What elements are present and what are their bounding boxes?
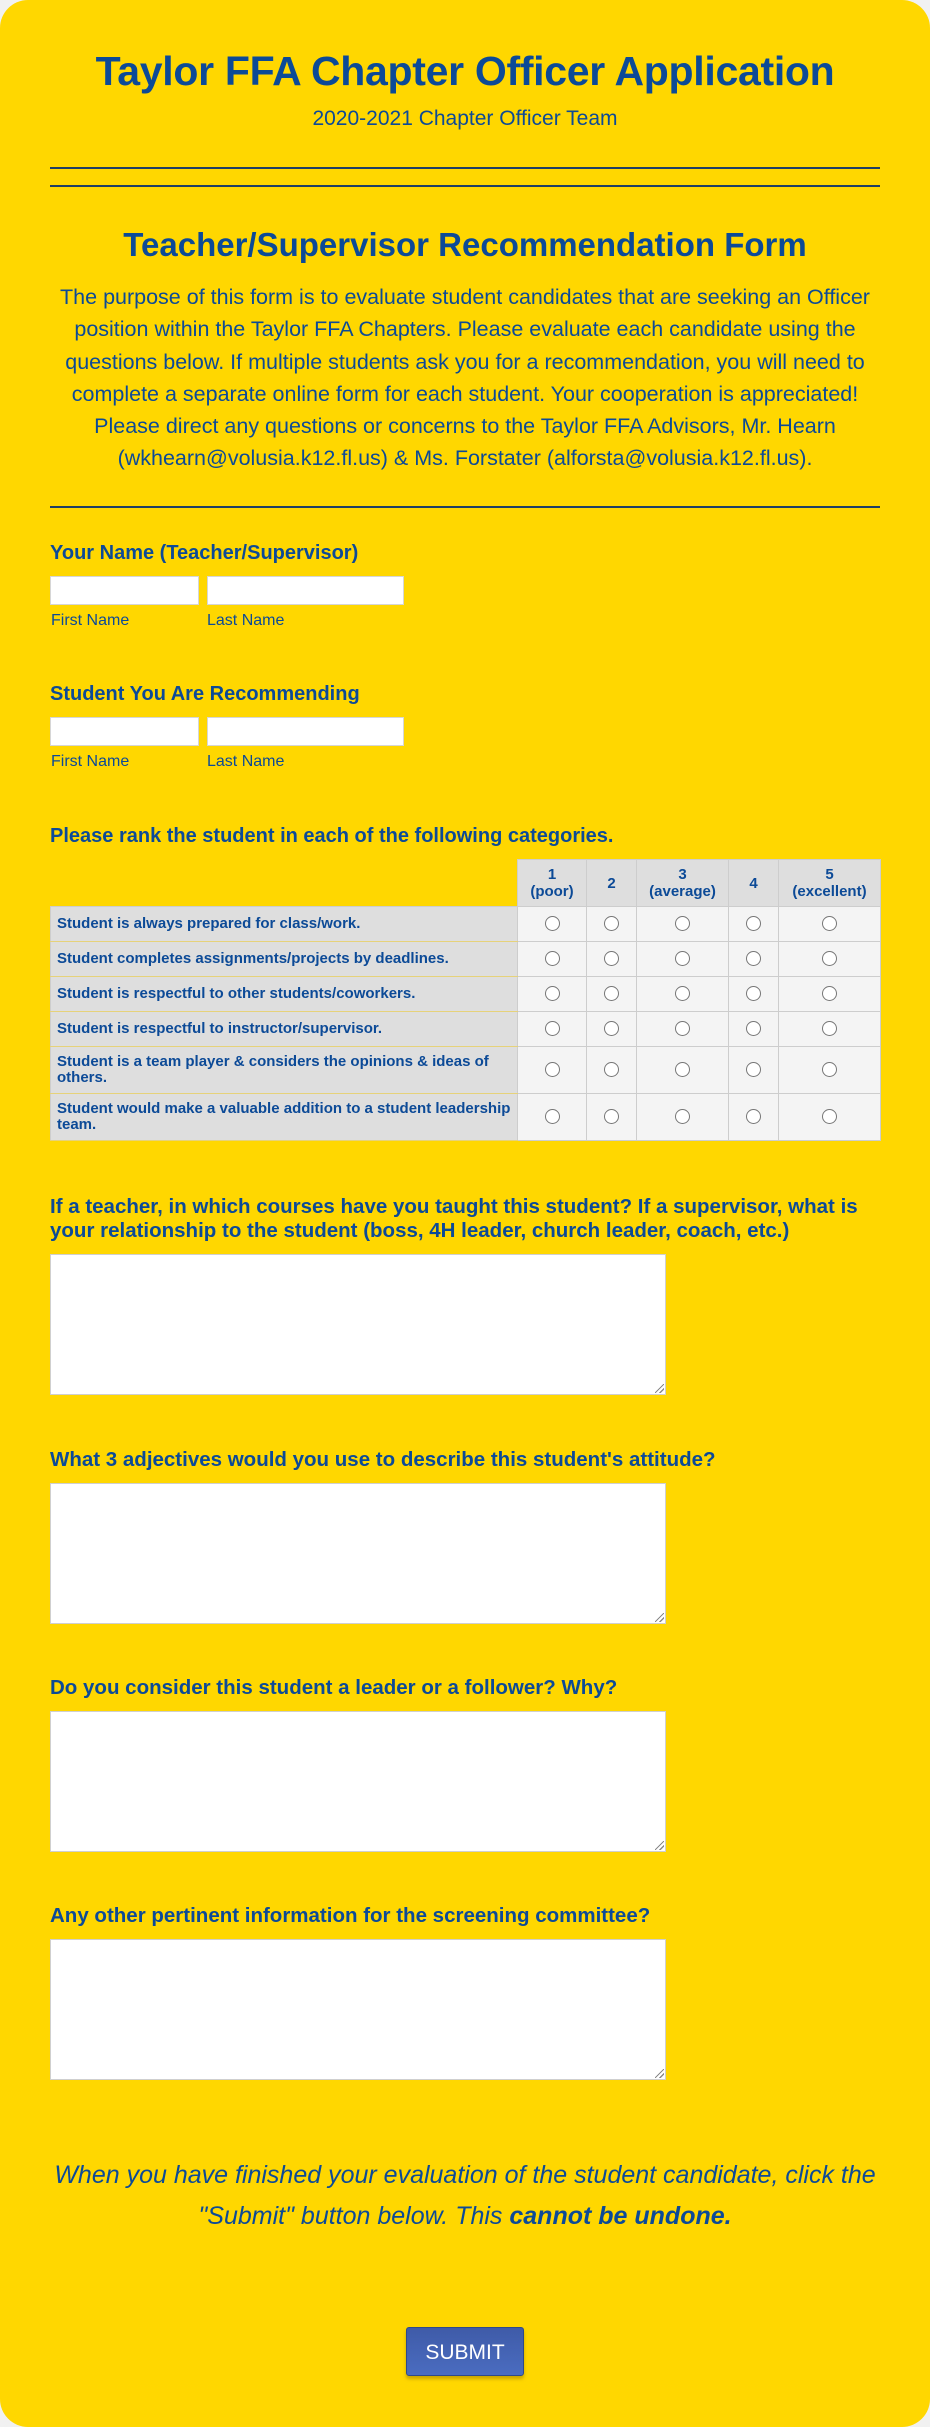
courses-textarea[interactable]	[50, 1254, 666, 1395]
matrix-row-label: Student is respectful to instructor/supervisor.	[51, 1012, 518, 1047]
ranking-label: Please rank the student in each of the following categories.	[50, 825, 614, 847]
divider	[50, 506, 880, 508]
adjectives-textarea[interactable]	[50, 1483, 666, 1624]
student-last-name-sublabel: Last Name	[207, 753, 285, 770]
form-heading: Teacher/Supervisor Recommendation Form	[123, 226, 807, 263]
matrix-row	[51, 942, 881, 977]
radio-button[interactable]	[604, 986, 619, 1001]
radio-button[interactable]	[545, 1062, 560, 1077]
radio-button[interactable]	[675, 951, 690, 966]
radio-button[interactable]	[746, 1109, 761, 1124]
question-label-adjectives: What 3 adjectives would you use to describe this student's attitude?	[50, 1448, 716, 1471]
resize-handle-icon[interactable]	[655, 1384, 664, 1393]
submit-button[interactable]: SUBMIT	[406, 2327, 524, 2376]
radio-button[interactable]	[746, 916, 761, 931]
matrix-row	[51, 1012, 881, 1047]
divider	[50, 167, 880, 169]
column-header-5: 5 (excellent)	[779, 860, 881, 907]
student-name-label: Student You Are Recommending	[50, 683, 360, 705]
your-name-label: Your Name (Teacher/Supervisor)	[50, 542, 359, 564]
radio-button[interactable]	[545, 951, 560, 966]
matrix-row-label: Student is always prepared for class/work.	[51, 907, 518, 942]
radio-button[interactable]	[675, 1062, 690, 1077]
radio-button[interactable]	[604, 1062, 619, 1077]
ranking-matrix	[50, 859, 881, 1141]
radio-button[interactable]	[545, 986, 560, 1001]
radio-button[interactable]	[746, 1062, 761, 1077]
resize-handle-icon[interactable]	[655, 1613, 664, 1622]
column-header-3: 3 (average)	[637, 860, 729, 907]
student-last-name-input[interactable]	[207, 717, 404, 746]
radio-button[interactable]	[822, 1109, 837, 1124]
radio-button[interactable]	[675, 986, 690, 1001]
column-header-4: 4	[729, 860, 779, 907]
matrix-row	[51, 1047, 881, 1094]
radio-button[interactable]	[746, 986, 761, 1001]
radio-button[interactable]	[822, 1021, 837, 1036]
radio-button[interactable]	[822, 916, 837, 931]
radio-button[interactable]	[675, 1109, 690, 1124]
resize-handle-icon[interactable]	[655, 2069, 664, 2078]
closing-emphasis: cannot be undone.	[509, 2202, 732, 2230]
closing-note: When you have finished your evaluation of the student candidate, click the "Submit" button below. This cannot be undone.	[54, 2161, 876, 2230]
student-first-name-input[interactable]	[50, 717, 199, 746]
radio-button[interactable]	[675, 1021, 690, 1036]
your-first-name-sublabel: First Name	[51, 612, 130, 629]
page-subtitle: 2020-2021 Chapter Officer Team	[312, 107, 618, 130]
radio-button[interactable]	[604, 1109, 619, 1124]
column-header-2: 2	[587, 860, 637, 907]
radio-button[interactable]	[545, 916, 560, 931]
matrix-row	[51, 977, 881, 1012]
radio-button[interactable]	[746, 951, 761, 966]
matrix-row-label: Student would make a valuable addition to a student leadership team.	[51, 1094, 518, 1141]
matrix-corner	[51, 860, 518, 907]
radio-button[interactable]	[545, 1021, 560, 1036]
question-label-other-info: Any other pertinent information for the screening committee?	[50, 1904, 651, 1927]
divider	[50, 185, 880, 187]
leader-textarea[interactable]	[50, 1711, 666, 1852]
matrix-header-row	[51, 860, 881, 907]
resize-handle-icon[interactable]	[655, 1841, 664, 1850]
radio-button[interactable]	[822, 951, 837, 966]
question-label-courses: If a teacher, in which courses have you taught this student? If a supervisor, what is your relationship to the student (boss, 4H leader, church leader, coach, etc.)	[50, 1195, 858, 1242]
matrix-row-label: Student is a team player & considers the opinions & ideas of others.	[51, 1047, 518, 1094]
radio-button[interactable]	[822, 1062, 837, 1077]
radio-button[interactable]	[822, 986, 837, 1001]
matrix-row-label: Student is respectful to other students/coworkers.	[51, 977, 518, 1012]
matrix-row	[51, 907, 881, 942]
your-first-name-input[interactable]	[50, 576, 199, 605]
question-label-leader: Do you consider this student a leader or a follower? Why?	[50, 1676, 618, 1699]
radio-button[interactable]	[545, 1109, 560, 1124]
your-last-name-sublabel: Last Name	[207, 612, 285, 629]
other-info-textarea[interactable]	[50, 1939, 666, 2080]
radio-button[interactable]	[604, 951, 619, 966]
form-intro: The purpose of this form is to evaluate student candidates that are seeking an Officer position within the Taylor FFA Chapters. Please evaluate each candidate using the questions below. If multiple students ask you for a recommendation, you will need to complete a separate online form for each student. Your cooperation is appreciated! Please direct any questions or concerns to the Taylor FFA Advisors, Mr. Hearn (wkhearn@volusia.k12.fl.us) & Ms. Forstater (alforsta@volusia.k12.fl.us).	[60, 285, 870, 471]
matrix-row-label: Student completes assignments/projects by deadlines.	[51, 942, 518, 977]
your-last-name-input[interactable]	[207, 576, 404, 605]
column-header-1: 1 (poor)	[518, 860, 587, 907]
radio-button[interactable]	[604, 1021, 619, 1036]
radio-button[interactable]	[746, 1021, 761, 1036]
matrix-row	[51, 1094, 881, 1141]
page-title: Taylor FFA Chapter Officer Application	[95, 48, 835, 94]
radio-button[interactable]	[604, 916, 619, 931]
radio-button[interactable]	[675, 916, 690, 931]
student-first-name-sublabel: First Name	[51, 753, 130, 770]
